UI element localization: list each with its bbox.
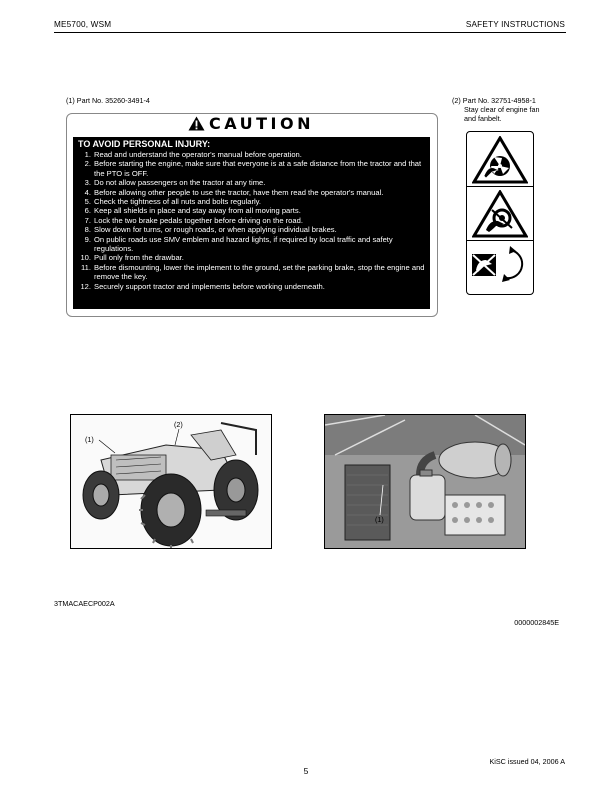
fan-warning-pictogram-label [466,131,534,295]
caution-item [78,159,425,178]
caution-item-text: Before dismounting, lower the implement to the ground, set the parking brake, stop the engine and remove the key. [94,262,425,282]
caution-item-number: 7. [84,215,91,225]
caution-list [78,150,425,291]
label1-part-number: (1) Part No. 35260-3491-4 [66,96,150,105]
page-number: 5 [303,766,309,776]
caution-header [66,114,436,136]
caution-item-text: Before allowing other people to use the tractor, have them read the operator's manual. [94,187,384,197]
caution-item-text: Keep all shields in place and stay away from all moving parts. [94,206,301,216]
header-section-title: SAFETY INSTRUCTIONS [465,20,565,29]
caution-item-number: 4. [84,187,91,197]
warning-triangle-icon [188,116,205,131]
caution-item-text: Securely support tractor and implements before working underneath. [94,281,325,291]
caution-item [78,235,425,254]
caution-item-text: Lock the two brake pedals together before driving on the road. [94,215,303,225]
issue-info: KiSC issued 04, 2006 A [489,757,565,766]
caution-item [78,150,425,159]
pictogram-divider [467,240,533,241]
caution-item-text: Check the tightness of all nuts and bolts regularly. [94,197,262,207]
caution-item-text: On public roads use SMV emblem and hazard lights, if required by local traffic and safety regulations. [94,234,393,254]
caution-item-text: Pull only from the drawbar. [94,253,184,263]
caution-item [78,197,425,206]
caution-item-text: Slow down for turns, or rough roads, or when applying individual brakes. [94,225,337,235]
caution-heading: TO AVOID PERSONAL INJURY: [78,139,211,149]
caution-item-number: 9. [84,234,91,244]
caution-item [78,206,425,215]
caution-item-number: 11. [81,262,91,272]
caution-item-number: 8. [84,225,91,235]
fanbelt-entanglement-warning-icon [472,190,528,238]
caution-item-text: Do not allow passengers on the tractor at any time. [94,178,266,188]
label2-description-line2: and fanbelt. [464,114,502,123]
caution-item [78,282,425,291]
caution-item-number: 6. [84,206,91,216]
caution-signal-word: CAUTION [209,114,314,133]
engine-compartment-illustration [325,415,525,548]
rotating-parts-keep-hands-away-icon [470,244,530,290]
tractor-photo [70,414,272,549]
caution-item [78,178,425,187]
caution-item [78,263,425,282]
label2-part-number: (2) Part No. 32751-4958-1 [452,96,536,105]
caution-item [78,225,425,234]
caution-item [78,216,425,225]
tractor-callout-2: (2) [174,420,183,429]
caution-item [78,253,425,262]
document-code: 0000002845E [514,618,559,627]
caution-item [78,188,425,197]
engine-callout-1: (1) [375,515,384,524]
caution-body [73,137,430,309]
fan-entanglement-warning-icon [472,136,528,184]
caution-item-text: Before starting the engine, make sure that everyone is at a safe distance from the tractor and that the PTO is OFF. [94,159,422,178]
caution-item-number: 10. [80,253,91,263]
tractor-illustration [71,415,271,548]
figure-code: 3TMACAECP002A [54,599,115,608]
label2-description-line1: Stay clear of engine fan [464,105,540,114]
caution-item-number: 3. [84,178,91,188]
header-rule [54,32,566,33]
caution-item-number: 2. [84,159,91,169]
caution-item-number: 12. [80,281,91,291]
caution-item-number: 5. [84,197,91,207]
tractor-callout-1: (1) [85,435,94,444]
caution-item-number: 1. [84,150,91,159]
header-model: ME5700, WSM [54,20,112,29]
engine-compartment-photo [324,414,526,549]
pictogram-divider [467,186,533,187]
caution-item-text: Read and understand the operator's manual before operation. [94,150,302,159]
